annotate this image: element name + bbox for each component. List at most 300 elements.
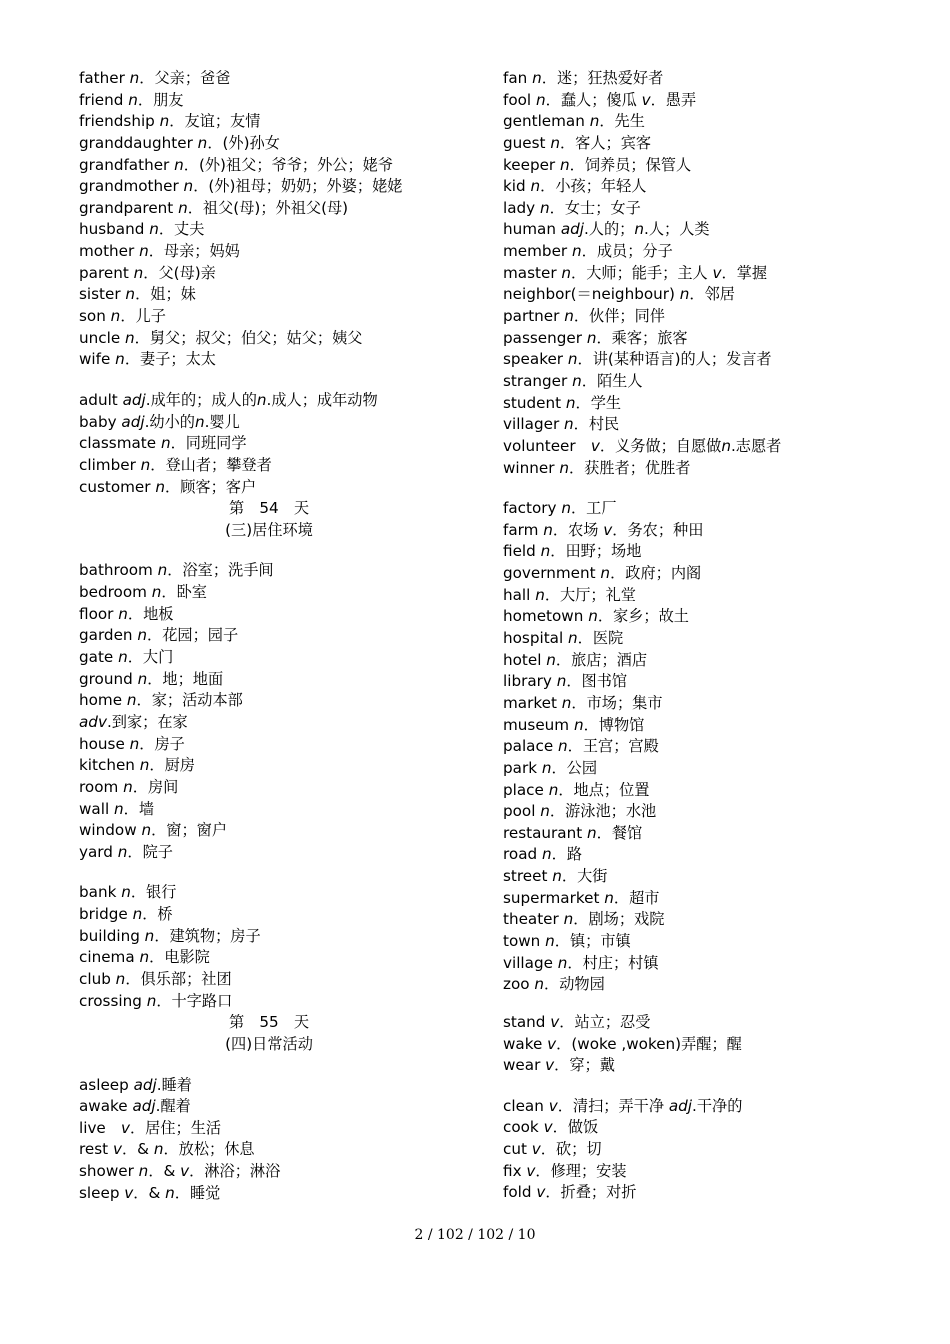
vocab-entry [503,1117,923,1139]
part-of-speech: n [155,477,165,496]
vocab-entry [79,712,459,734]
part-of-speech: adj [560,220,584,239]
vocab-entry [503,844,923,866]
entry-text: field [503,542,541,561]
entry-text: ．成员；分子 [581,242,673,261]
part-of-speech: n [589,112,600,131]
entry-text: ．大街 [561,867,608,886]
entry-text: ．父(母)亲 [143,263,216,282]
vocab-entry [79,390,459,412]
part-of-speech: n [146,991,157,1010]
entry-text: .干净的 [692,1096,743,1115]
part-of-speech: v [536,1183,546,1202]
vocab-entry [79,155,459,177]
entry-text: uncle [79,328,125,347]
entry-text: member [503,242,572,261]
part-of-speech: n [541,845,552,864]
spacer [503,479,923,498]
spacer [503,996,923,1012]
entry-text: keeper [503,155,560,174]
entry-text: ．地；地面 [147,669,224,688]
entry-text: ．图书馆 [566,672,628,691]
vocab-entry [79,842,459,864]
vocab-entry [79,219,459,241]
entry-text: ．地板 [127,604,174,623]
entry-text: ．厨房 [149,756,195,775]
vocab-entry [79,991,459,1013]
entry-text: lady [503,198,540,217]
part-of-speech: n [563,910,574,929]
spacer [79,541,459,560]
vocab-entry [503,1182,923,1204]
entry-text: ．路 [551,845,582,864]
vocab-entry [79,647,459,669]
vocab-entry [79,625,459,647]
entry-text: live [79,1118,121,1137]
vocab-entry [503,823,923,845]
entry-text: bridge [79,905,133,924]
entry-text: husband [79,220,150,239]
entry-text: ．愚弄 [650,90,697,109]
entry-text: .成人；成年动物 [266,390,378,409]
entry-text: .人的； [583,220,635,239]
entry-text: ．小孩；年轻人 [540,177,647,196]
entry-text: stranger [503,371,573,390]
vocab-entry [79,133,459,155]
entry-text: rest [79,1140,113,1159]
entry-text: ．父亲；爸爸 [139,69,231,87]
entry-text: ．先生 [599,112,645,131]
entry-text: ．医院 [577,629,624,648]
entry-text: wear [503,1056,546,1075]
part-of-speech: n [540,542,551,561]
entry-text: ．餐馆 [596,823,643,842]
entry-text: yard [79,842,118,861]
vocab-entry [503,953,923,975]
vocab-entry [79,582,459,604]
vocab-entry [503,909,923,931]
entry-text: guest [503,133,551,152]
part-of-speech: n [165,1183,175,1202]
part-of-speech: n [568,629,578,648]
vocab-entry [503,628,923,650]
entry-text: grandfather [79,155,175,174]
part-of-speech: n [157,561,168,580]
page-footer: 2 / 102 / 102 / 10 [414,1227,536,1243]
part-of-speech: n [123,777,133,796]
entry-text: building [79,926,145,945]
vocab-entry [503,1012,923,1034]
entry-text: ．睡觉 [174,1183,221,1202]
entry-text: grandmother [79,177,184,196]
vocab-entry [503,606,923,628]
vocab-entry [79,820,459,842]
entry-text: ．建筑物；房子 [154,926,261,945]
entry-text: human [503,220,561,239]
entry-text: father [79,69,130,87]
vocab-entry [79,1139,459,1161]
vocab-entry [503,1055,923,1077]
entry-text: ．房间 [132,777,179,796]
vocab-entry [79,969,459,991]
section-heading [79,498,459,520]
part-of-speech: n [149,220,159,239]
vocab-entry [79,1161,459,1183]
entry-text: supermarket [503,888,605,907]
entry-text: fool [503,90,536,109]
entry-text: winner [503,458,560,477]
part-of-speech: n [118,604,128,623]
entry-text: ．家；活动本部 [136,691,243,710]
entry-text: granddaughter [79,133,198,152]
vocab-entry [503,263,923,285]
entry-text: villager [503,415,565,434]
entry-text: ．获胜者；优胜者 [568,458,691,477]
entry-text: ．淋浴；淋浴 [189,1162,281,1181]
part-of-speech: n [560,155,570,174]
entry-text: sleep [79,1183,125,1202]
spacer [79,1056,459,1075]
entry-text: road [503,845,542,864]
vocab-entry [79,799,459,821]
part-of-speech: n [139,756,150,775]
entry-text: pool [503,802,541,821]
part-of-speech: n [561,499,571,518]
entry-text: ．(外)孙女 [207,133,280,152]
part-of-speech: n [138,1162,149,1181]
entry-text: street [503,867,553,886]
entry-text: volunteer [503,436,591,455]
entry-text: ．站立；忍受 [559,1012,651,1031]
entry-text: ．饲养员；保管人 [569,155,692,174]
spacer [503,1077,923,1096]
part-of-speech: n [115,350,125,369]
entry-text: wake [503,1034,548,1053]
vocab-entry [503,888,923,910]
vocab-entry [503,111,923,133]
part-of-speech: n [194,412,205,431]
part-of-speech: n [256,390,267,409]
entry-text: cook [503,1118,544,1137]
entry-text: village [503,953,558,972]
entry-text: ．剧场；戏院 [573,910,665,929]
vocab-entry [503,715,923,737]
part-of-speech: n [564,415,574,434]
entry-text: wife [79,350,116,369]
entry-text: ．母亲；妈妈 [148,242,240,261]
entry-text: ．工厂 [570,499,617,518]
vocab-entry [503,349,923,371]
entry-text: ．做饭 [552,1118,599,1137]
vocab-entry [503,563,923,585]
entry-text: .幼小的 [144,412,195,431]
entry-text: parent [79,263,134,282]
vocab-entry [79,690,459,712]
part-of-speech: n [721,436,731,455]
vocab-entry [503,974,923,996]
part-of-speech: n [587,823,597,842]
entry-text: ．窗；窗户 [151,821,228,840]
entry-text: .人；人类 [644,220,710,239]
vocab-entry [503,866,923,888]
entry-text: hall [503,585,536,604]
vocab-entry [503,414,923,436]
entry-text: 第 55 天 [228,1013,310,1032]
vocab-entry [503,1096,923,1118]
entry-text: cinema [79,948,140,967]
vocab-entry [503,284,923,306]
part-of-speech: n [140,455,151,474]
entry-text: fix [503,1161,527,1180]
vocab-entry [503,306,923,328]
entry-text: ．居住；生活 [129,1118,222,1137]
entry-text: ．丈夫 [158,220,205,239]
part-of-speech: n [558,737,568,756]
vocab-entry [503,758,923,780]
entry-text: zoo [503,975,535,994]
vocab-entry [503,520,923,542]
entry-text: ．登山者；攀登者 [150,455,272,474]
vocab-entry [79,111,459,133]
vocab-entry [503,393,923,415]
vocab-entry [79,412,459,434]
entry-text: floor [79,604,119,623]
entry-text: government [503,564,601,583]
vocab-entry [79,306,459,328]
entry-text: ．姐；妹 [135,285,196,304]
vocab-entry [503,176,923,198]
entry-text: town [503,931,546,950]
part-of-speech: n [564,307,574,326]
entry-text: garden [79,626,138,645]
vocab-entry [503,498,923,520]
entry-text: library [503,672,557,691]
entry-text: hospital [503,629,568,648]
entry-text: ．陌生人 [581,371,643,390]
vocab-entry [503,931,923,953]
part-of-speech: n [545,931,555,950]
vocab-entry [79,176,459,198]
vocab-entry [79,947,459,969]
entry-text: climber [79,455,141,474]
vocab-entry [503,90,923,112]
entry-text: home [79,691,127,710]
entry-text: ．(外)祖母；奶奶；外婆；姥姥 [193,177,403,196]
entry-text: ．村庄；村镇 [567,953,659,972]
part-of-speech: v [590,436,600,455]
part-of-speech: v [124,1183,134,1202]
vocab-entry [503,671,923,693]
entry-text: (三)居住环境 [225,520,313,539]
entry-text: ．(外)祖父；爷爷；外公；姥爷 [183,155,394,174]
entry-text: ．邻居 [689,285,735,304]
entry-text: ．墙 [123,799,155,818]
part-of-speech: n [129,734,140,753]
entry-text: ．大师；能手；主人 [571,263,713,282]
entry-text: customer [79,477,156,496]
vocab-entry [503,736,923,758]
entry-text: ．讲(某种语言)的人；发言者 [577,350,772,369]
part-of-speech: v [543,1118,553,1137]
entry-text: cut [503,1140,532,1159]
entry-text: clean [503,1096,549,1115]
part-of-speech: n [535,90,546,109]
vocab-entry [503,68,923,90]
entry-text: ．院子 [127,842,173,861]
vocab-entry [79,777,459,799]
entry-text: house [79,734,130,753]
entry-text: .志愿者 [730,436,782,455]
part-of-speech: n [126,691,137,710]
vocab-entry [79,560,459,582]
entry-text: hometown [503,607,589,626]
entry-text: ．学生 [575,393,622,412]
entry-text: neighbor(＝neighbour) [503,285,680,304]
part-of-speech: v [712,263,722,282]
part-of-speech: n [600,564,611,583]
vocab-entry [79,198,459,220]
entry-text: ．卧室 [161,583,207,602]
part-of-speech: n [151,583,162,602]
part-of-speech: n [548,780,559,799]
part-of-speech: n [532,69,542,87]
part-of-speech: adj [132,1097,156,1116]
entry-text: ．乘客；旅客 [596,328,688,347]
part-of-speech: v [545,1056,555,1075]
entry-text: ．银行 [130,883,177,902]
entry-text: 第 54 天 [228,499,310,518]
entry-text: ．房子 [139,734,185,753]
vocab-entry [503,371,923,393]
part-of-speech: n [153,1140,164,1159]
entry-text: bathroom [79,561,158,580]
entry-text: awake [79,1097,133,1116]
vocab-entry [503,198,923,220]
entry-text: baby [79,412,122,431]
part-of-speech: n [197,133,208,152]
part-of-speech: n [129,69,140,87]
entry-text: asleep [79,1075,134,1094]
part-of-speech: v [180,1162,190,1181]
entry-text: ．朋友 [137,90,184,109]
part-of-speech: v [603,520,613,539]
section-heading [79,1034,459,1056]
vocab-entry [79,263,459,285]
vocab-entry [79,604,459,626]
entry-text: ．(woke ,woken)弄醒；醒 [556,1034,742,1053]
part-of-speech: n [567,350,578,369]
entry-text: ．花园；园子 [147,626,239,645]
entry-text: ground [79,669,138,688]
entry-text: ．政府；内阁 [610,564,702,583]
entry-text: ．俱乐部；社团 [125,969,232,988]
entry-text: ．修理；安装 [535,1161,627,1180]
entry-text: ．& [133,1183,166,1202]
entry-text: classmate [79,434,161,453]
spacer [79,863,459,882]
entry-text: ．公园 [551,758,598,777]
part-of-speech: adj [668,1096,692,1115]
entry-text: ．王宫；宫殿 [567,737,659,756]
part-of-speech: n [634,220,645,239]
entry-text: kitchen [79,756,140,775]
part-of-speech: adv [79,712,107,731]
entry-text: ．清扫；弄干净 [557,1096,669,1115]
part-of-speech: n [118,648,128,667]
entry-text: ．掌握 [721,263,768,282]
part-of-speech: n [679,285,690,304]
vocab-entry [503,1034,923,1056]
vocab-entry [79,669,459,691]
part-of-speech: n [541,758,552,777]
entry-text: ．市场；集市 [571,693,663,712]
part-of-speech: n [557,953,568,972]
entry-text: ．放松；休息 [163,1140,255,1159]
entry-text: ．迷；狂热爱好者 [541,69,664,87]
part-of-speech: v [550,1012,560,1031]
vocab-entry [79,90,459,112]
part-of-speech: n [159,112,170,131]
vocab-entry [79,1118,459,1140]
vocab-entry [503,328,923,350]
entry-text: shower [79,1162,139,1181]
vocab-entry [503,541,923,563]
vocab-entry [503,133,923,155]
part-of-speech: v [548,1096,558,1115]
part-of-speech: n [128,90,138,109]
entry-text: ．儿子 [120,307,166,326]
part-of-speech: n [125,328,135,347]
entry-text: .睡着 [156,1075,192,1094]
vocab-entry [79,349,459,371]
entry-text: ．超市 [613,888,660,907]
part-of-speech: n [552,867,562,886]
entry-text: ．妻子；太太 [124,350,216,369]
vocab-entry [503,693,923,715]
part-of-speech: adj [133,1075,157,1094]
entry-text: son [79,307,111,326]
vocab-entry [503,241,923,263]
part-of-speech: n [546,650,556,669]
vocab-entry [503,801,923,823]
entry-text: bedroom [79,583,152,602]
entry-text: ．桥 [142,905,173,924]
part-of-speech: n [565,393,576,412]
vocab-entry [79,882,459,904]
vocab-entry [79,1183,459,1205]
entry-text: ．家乡；故土 [597,607,689,626]
part-of-speech: n [588,607,598,626]
part-of-speech: n [561,693,572,712]
part-of-speech: n [174,155,184,174]
entry-text: museum [503,715,574,734]
part-of-speech: n [141,821,152,840]
part-of-speech: n [144,926,155,945]
right-column [503,68,923,1204]
spacer [79,371,459,390]
part-of-speech: v [120,1118,130,1137]
part-of-speech: n [115,969,126,988]
part-of-speech: n [540,802,550,821]
entry-text: ．务农；种田 [612,520,704,539]
entry-text: park [503,758,542,777]
vocab-entry [503,1139,923,1161]
entry-text: ．女士；女子 [549,198,641,217]
vocab-entry [503,436,923,458]
vocab-entry [503,155,923,177]
part-of-speech: n [178,198,188,217]
part-of-speech: n [133,263,144,282]
